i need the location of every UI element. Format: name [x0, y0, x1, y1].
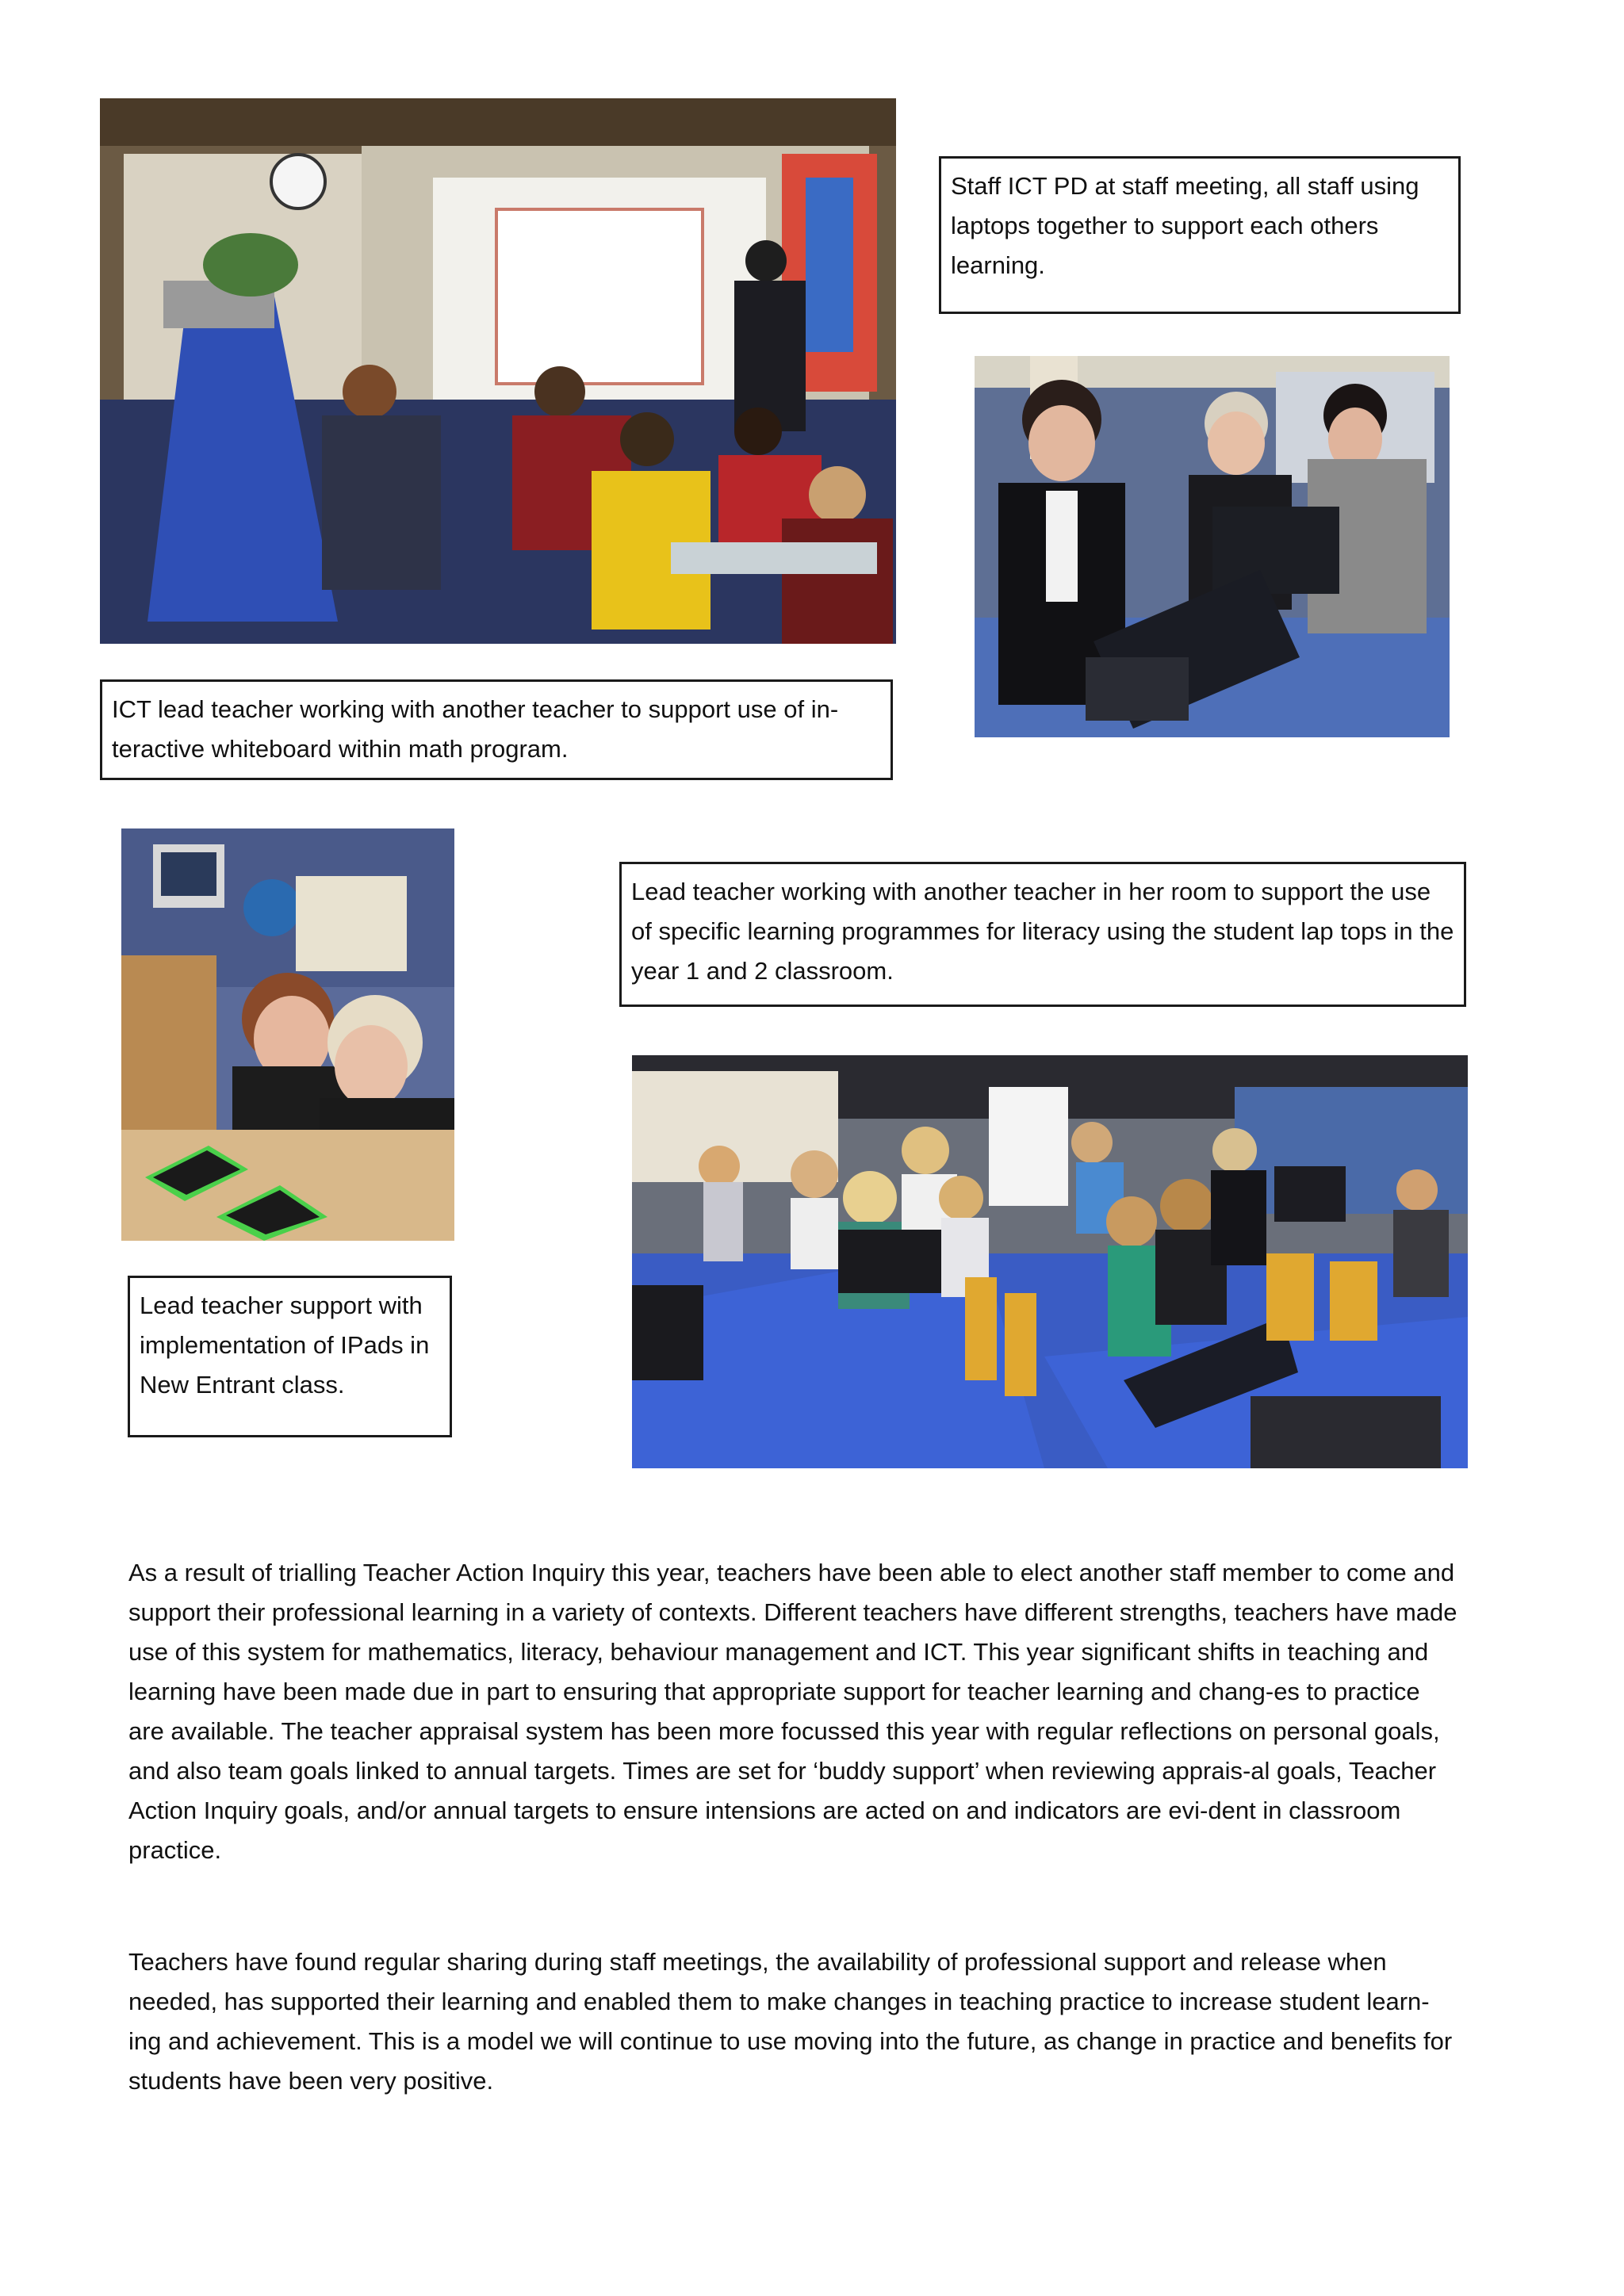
student-laptops-photo — [632, 1055, 1468, 1468]
body-paragraph-1 — [128, 1553, 1461, 1870]
staff-ict-pd-caption — [939, 156, 1461, 314]
staff-laptops-image — [975, 356, 1450, 737]
lead-teacher-ipads-caption — [128, 1276, 452, 1437]
ict-lead-whiteboard-caption-text: ICT lead teacher working with another teacher to support use of in-teractive whiteboard within math program. — [112, 695, 839, 763]
body-paragraph-2 — [128, 1942, 1461, 2101]
ipad-support-image — [121, 828, 454, 1241]
whiteboard-classroom-photo — [100, 98, 896, 644]
body-paragraph-1-text: As a result of trialling Teacher Action Inquiry this year, teachers have been able to elect another staff member to come and support their professional learning in a variety of contexts. Different teachers have different strengths, teachers have made use of this system for mathematics, literacy, behaviour management and ICT. This year significant shifts in teaching and learning have been made due in part to ensuring that appropriate support for teacher learning and chang-es to practice are available. The teacher appraisal system has been more focussed this year with regular reflections on personal goals, and also team goals linked to annual targets. Times are set for ‘buddy support’ when reviewing apprais-al goals, Teacher Action Inquiry goals, and/or annual targets to ensure intensions are acted on and indicators are evi-dent in classroom practice. — [128, 1559, 1457, 1864]
body-paragraph-2-text: Teachers have found regular sharing during staff meetings, the availability of professional support and release when needed, has supported their learning and enabled them to make changes in teaching practice to increase student learn-ing and achievement. This is a model we will continue to use moving into the future, as change in practice and benefits for students have been very positive. — [128, 1948, 1453, 2095]
lead-teacher-literacy-caption-text: Lead teacher working with another teacher in her room to support the use of specific learning programmes for literacy using the student lap tops in the year 1 and 2 classroom. — [631, 878, 1454, 985]
whiteboard-classroom-image — [100, 98, 896, 644]
lead-teacher-literacy-caption — [619, 862, 1466, 1007]
ipad-support-photo — [121, 828, 454, 1241]
staff-ict-pd-caption-text: Staff ICT PD at staff meeting, all staff using laptops together to support each others learning. — [951, 172, 1419, 279]
student-laptops-image — [632, 1055, 1468, 1468]
lead-teacher-ipads-caption-text: Lead teacher support with implementation of IPads in New Entrant class. — [140, 1292, 430, 1399]
ict-lead-whiteboard-caption — [100, 679, 893, 780]
staff-laptops-photo — [975, 356, 1450, 737]
